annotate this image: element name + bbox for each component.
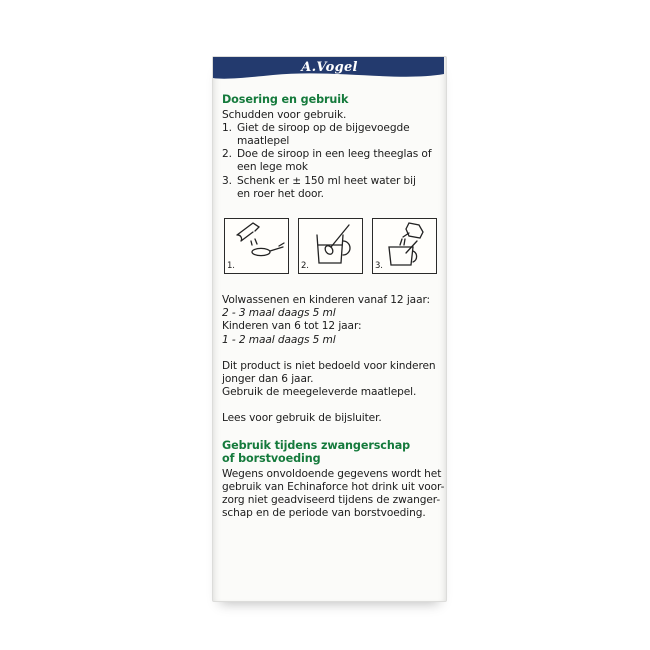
step-1 (222, 122, 437, 148)
step-1-line1: Giet de siroop op de bijgevoegde (237, 121, 410, 134)
panel-content (213, 84, 446, 520)
pregnancy-title-line1: Gebruik tijdens zwangerschap (222, 438, 411, 452)
package-side-panel (212, 56, 447, 602)
leaflet-note: Lees voor gebruik de bijsluiter. (222, 412, 382, 425)
step-3-number: 3. (222, 174, 232, 187)
pregnancy-body-line3: zorg niet geadviseerd tijdens de zwanger- (222, 493, 441, 506)
step-3-line2: en roer het door. (237, 187, 324, 200)
figure-2-label: 2. (301, 260, 309, 271)
instruction-figures (224, 218, 437, 274)
step-3 (222, 175, 437, 201)
age-note (222, 360, 437, 400)
pregnancy-body-line4: schap en de periode van borstvoeding. (222, 507, 426, 520)
age-note-line2: jonger dan 6 jaar. (222, 372, 314, 385)
step-1-number: 1. (222, 121, 232, 134)
spoon-note: Gebruik de meegeleverde maatlepel. (222, 386, 417, 399)
pregnancy-body-line1: Wegens onvoldoende gegevens wordt het (222, 467, 442, 480)
pregnancy-title-line2: of borstvoeding (222, 452, 321, 466)
step-3-text (237, 175, 437, 201)
figure-3 (372, 218, 437, 274)
adults-dose: 2 - 3 maal daags 5 ml (222, 307, 336, 320)
figure-1 (224, 218, 289, 274)
figure-1-label: 1. (227, 260, 235, 271)
pregnancy-body-line2: gebruik van Echinaforce hot drink uit voor- (222, 480, 445, 493)
step-2-line1: Doe de siroop in een leeg theeglas of (237, 148, 432, 161)
children-dose: 1 - 2 maal daags 5 ml (222, 333, 336, 346)
step-2 (222, 148, 437, 174)
pregnancy-section (222, 438, 445, 521)
section-title-dosering: Dosering en gebruik (222, 93, 349, 106)
step-2-line2: een lege mok (237, 161, 308, 174)
figure-3-label: 3. (375, 260, 383, 271)
figure-2 (298, 218, 363, 274)
step-2-text (237, 148, 437, 174)
step-1-line2: maatlepel (237, 134, 290, 147)
children-label: Kinderen van 6 tot 12 jaar: (222, 320, 362, 333)
step-3-line1: Schenk er ± 150 ml heet water bij (237, 174, 416, 187)
adults-label: Volwassenen en kinderen vanaf 12 jaar: (222, 293, 431, 306)
dosage-amounts (222, 294, 437, 347)
step-2-number: 2. (222, 148, 232, 161)
avogel-logo: A.Vogel (301, 60, 358, 75)
step-1-text (237, 122, 437, 148)
age-note-line1: Dit product is niet bedoeld voor kinderen (222, 359, 436, 372)
brand-band (213, 57, 446, 84)
shake-instruction: Schudden voor gebruik. (222, 108, 347, 121)
